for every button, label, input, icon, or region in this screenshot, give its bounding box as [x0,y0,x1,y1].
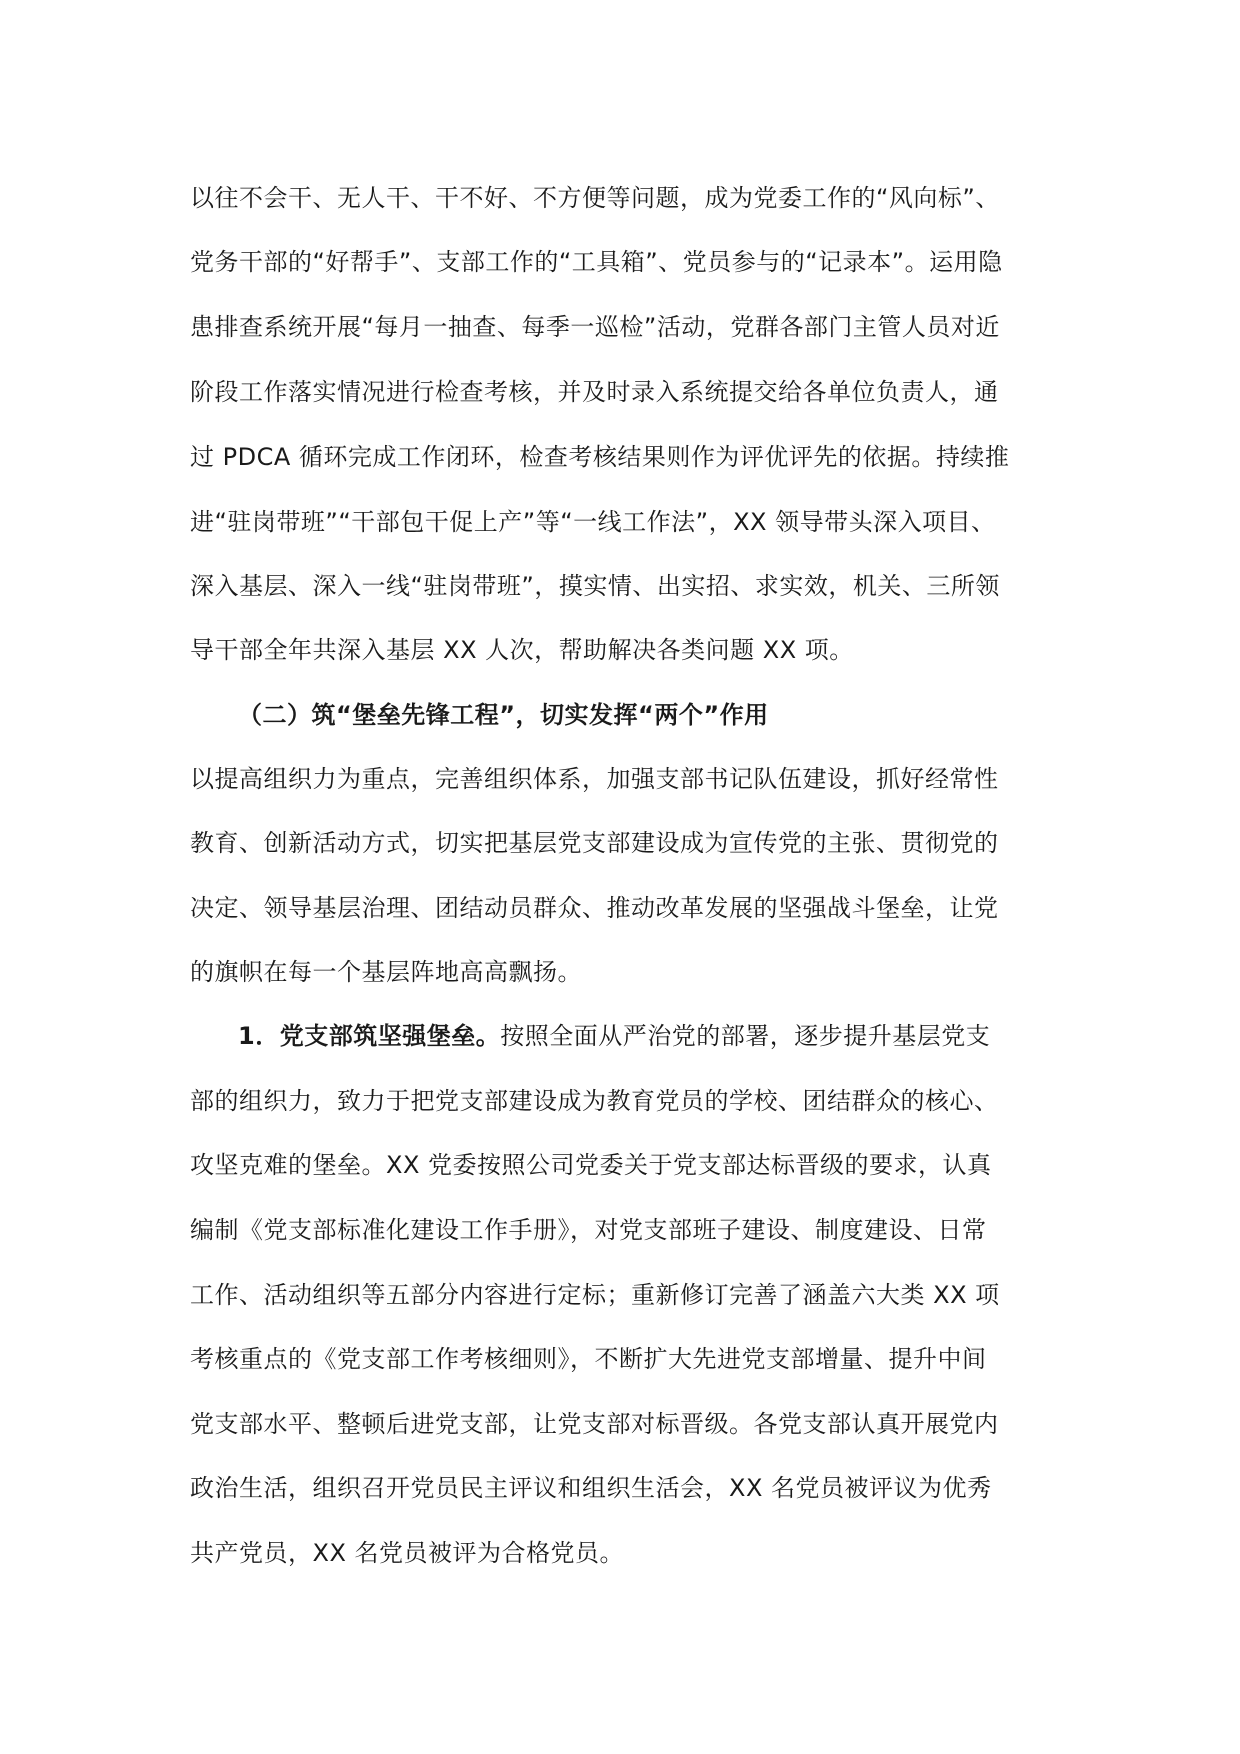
item-text: 按照全面从严治党的部署，逐步提升基层党支 [500,1022,991,1050]
section-heading: （二）筑“堡垒先锋工程”，切实发挥“两个”作用 [238,701,769,729]
paragraph-line: 教育、创新活动方式，切实把基层党支部建设成为宣传党的主张、贯彻党的 [190,829,999,857]
paragraph-line: 深入基层、深入一线“驻岗带班”，摸实情、出实招、求实效，机关、三所领 [190,572,1000,600]
paragraph-line: 过 PDCA 循环完成工作闭环，检查考核结果则作为评优评先的依据。持续推 [190,443,1010,471]
paragraph-line: 编制《党支部标准化建设工作手册》，对党支部班子建设、制度建设、日常 [190,1216,987,1244]
paragraph-line: 以提高组织力为重点，完善组织体系，加强支部书记队伍建设，抓好经常性 [190,765,999,793]
paragraph-line: 决定、领导基层治理、团结动员群众、推动改革发展的坚强战斗堡垒，让党 [190,894,999,922]
paragraph-line: 工作、活动组织等五部分内容进行定标；重新修订完善了涵盖六大类 XX 项 [190,1281,1000,1309]
paragraph-line: 阶段工作落实情况进行检查考核，并及时录入系统提交给各单位负责人，通 [190,378,999,406]
paragraph-line: 攻坚克难的堡垒。XX 党委按照公司党委关于党支部达标晋级的要求，认真 [190,1151,992,1179]
paragraph-line: 党务干部的“好帮手”、支部工作的“工具箱”、党员参与的“记录本”。运用隐 [190,248,1003,276]
paragraph-line: 以往不会干、无人干、干不好、不方便等问题，成为党委工作的“风向标”、 [190,184,1000,212]
paragraph-line: 政治生活，组织召开党员民主评议和组织生活会，XX 名党员被评议为优秀 [190,1474,992,1502]
paragraph-line: 部的组织力，致力于把党支部建设成为教育党员的学校、团结群众的核心、 [190,1087,999,1115]
numbered-item-first-line [238,1018,1118,1054]
paragraph-line: 进“驻岗带班”“干部包干促上产”等“一线工作法”，XX 领导带头深入项目、 [190,508,996,536]
paragraph-line: 导干部全年共深入基层 XX 人次，帮助解决各类问题 XX 项。 [190,636,854,664]
paragraph-line: 的旗帜在每一个基层阵地高高飘扬。 [190,958,582,986]
paragraph-line: 患排查系统开展“每月一抽查、每季一巡检”活动，党群各部门主管人员对近 [190,313,1000,341]
paragraph-line: 考核重点的《党支部工作考核细则》，不断扩大先进党支部增量、提升中间 [190,1345,987,1373]
item-title: 1．党支部筑坚强堡垒。 [238,1022,501,1050]
paragraph-line: 党支部水平、整顿后进党支部，让党支部对标晋级。各党支部认真开展党内 [190,1410,999,1438]
paragraph-line: 共产党员，XX 名党员被评为合格党员。 [190,1539,625,1567]
